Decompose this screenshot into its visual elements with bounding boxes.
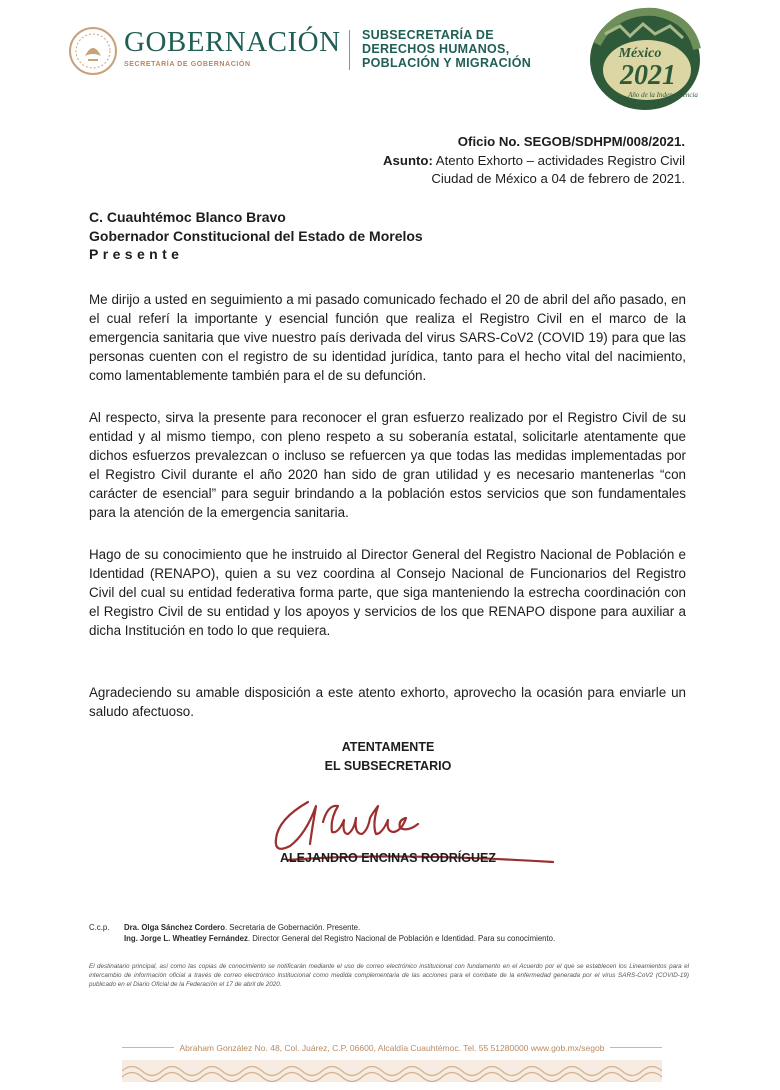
header-divider [349, 30, 350, 70]
ccp-recipient-role: . Director General del Registro Nacional de Población e Identidad. Para su conocimiento. [247, 934, 556, 943]
ccp-recipient [124, 934, 555, 943]
body-paragraph: Agradeciendo su amable disposición a este atento exhorto, aprovecho la ocasión para enviarle un saludo afectuoso. [89, 685, 686, 719]
national-seal-icon [68, 26, 118, 76]
badge-word: México [618, 46, 662, 61]
subsecretaria-line: DERECHOS HUMANOS, [362, 42, 510, 56]
subsecretaria-line: SUBSECRETARÍA DE [362, 28, 494, 42]
body-paragraph: Al respecto, sirva la presente para reconocer el gran esfuerzo realizado por el Registro Civil de su entidad y al mismo tiempo, con pleno respeto a su soberanía estatal, solicitarle atentamente que dichos esfuerzos prevalezcan o incluso se refuercen ya que todas las medidas implementadas por el Registro Civil durante el año 2020 han sido de gran utilidad y es necesario mantenerlas “con carácter de esencial” para seguir brindando a la población estos servicios que son fundamentales para la atención de la emergencia sanitaria. [89, 410, 686, 520]
ccp-recipient-role: . Secretaria de Gobernación. Presente. [224, 923, 361, 932]
badge-year: 2021 [620, 60, 676, 91]
brand-subtitle: SECRETARÍA DE GOBERNACIÓN [124, 61, 251, 68]
footer-address-text: Abraham González No. 48, Col. Juárez, C.P. 06600, Alcaldía Cuauhtémoc. Tel. 55 51280000 www.gob.mx/segob [174, 1043, 611, 1053]
footer-ornament-band [122, 1060, 662, 1082]
addressee-name: C. Cuauhtémoc Blanco Bravo [89, 209, 286, 225]
asunto-text: Atento Exhorto – actividades Registro Civil [435, 153, 685, 168]
asunto-line [383, 153, 685, 168]
body-paragraph: Me dirijo a usted en seguimiento a mi pasado comunicado fechado el 20 de abril del año pasado, en el cual referí la importante y esencial función que realiza el Registro Civil en el marco de la emergencia sanitaria que vive nuestro país derivada del virus SARS-CoV2 (COVID 19) para que las personas cuenten con el registro de su identidad jurídica, tanto para el hecho vital del nacimiento, como lamentablemente también para el de su defunción. [89, 292, 686, 383]
ccp-label: C.c.p. [89, 923, 110, 932]
signer-name: ALEJANDRO ENCINAS RODRÍGUEZ [280, 851, 496, 865]
ccp-recipient [124, 923, 360, 932]
mexico-2021-badge [585, 4, 703, 112]
body-paragraph: Hago de su conocimiento que he instruido al Director General del Registro Nacional de Población e Identidad (RENAPO), quien a su vez coordina al Consejo Nacional de Funcionarios del Registro Civil del cual su entidad federativa forma parte, que siga manteniendo la estrecha coordinación con el Registro Civil de su entidad y los apoyos y servicios de los que RENAPO dispone para auxiliar a dicha Institución en todo lo que requiera. [89, 547, 686, 638]
brand-title: GOBERNACIÓN [124, 26, 341, 58]
asunto-label: Asunto: [383, 153, 433, 168]
badge-caption: Año de la Independencia [628, 91, 698, 99]
addressee-title: Gobernador Constitucional del Estado de Morelos [89, 228, 423, 244]
brand-block [124, 26, 341, 68]
ccp-recipient-name: Dra. Olga Sánchez Cordero [124, 923, 225, 932]
subsecretaria-line: POBLACIÓN Y MIGRACIÓN [362, 56, 532, 70]
oficio-number: Oficio No. SEGOB/SDHPM/008/2021. [457, 134, 685, 149]
legal-disclaimer: El destinatario principal, así como las copias de conocimiento se notificarán mediante el uso de correo electrónico institucional con fundamento en el Acuerdo por el que se establecen los Lineamientos para el intercambio de información oficial a través de correo electrónico institucional como medida complementaria de las acciones para el combate de la enfermedad generada por el virus SARS-CoV2 (COVID-19) publicado en el Diario Oficial de la Federación el 17 de abril de 2020. [89, 963, 689, 989]
footer-address [122, 1043, 662, 1053]
ccp-recipient-name: Ing. Jorge L. Wheatley Fernández [124, 934, 248, 943]
subsecretaria-name [362, 28, 531, 70]
closing-atentamente: ATENTAMENTE [341, 740, 435, 754]
presente-label: Presente [89, 246, 184, 262]
closing-title: EL SUBSECRETARIO [324, 759, 452, 773]
place-date: Ciudad de México a 04 de febrero de 2021. [431, 171, 685, 186]
